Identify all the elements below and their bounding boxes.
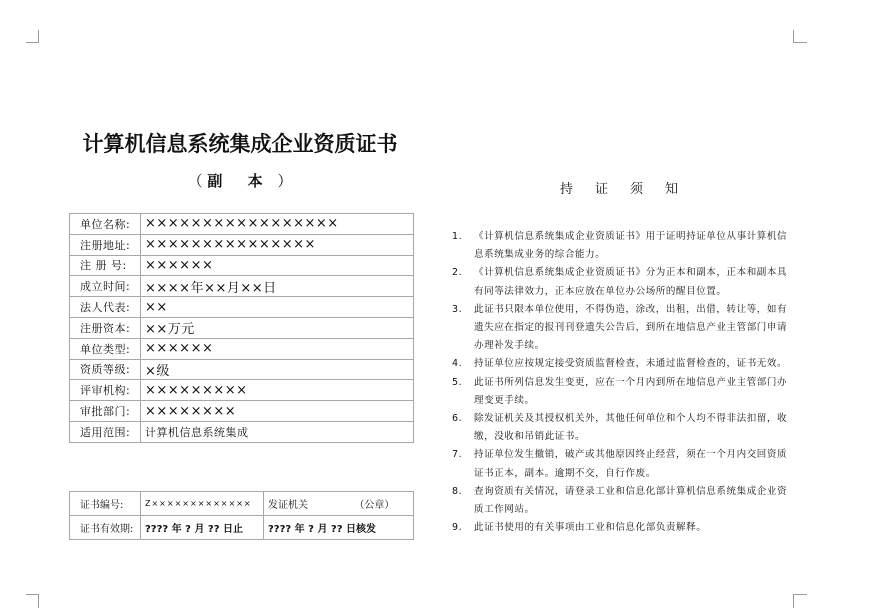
crop-mark-bottom-right bbox=[793, 594, 807, 608]
note-number: 2. bbox=[452, 267, 463, 279]
cert-number-row bbox=[70, 492, 414, 516]
cert-number-value: Z××××××××××××× bbox=[141, 492, 264, 516]
crop-mark-top-right bbox=[793, 30, 807, 43]
info-value: ×级 bbox=[141, 359, 414, 380]
note-text: 此证书所列信息发生变更，应在一个月内到所在地信息产业主管部门办理变更手续。 bbox=[474, 376, 788, 406]
info-label: 评审机构: bbox=[70, 380, 141, 401]
info-row bbox=[70, 401, 414, 422]
note-item bbox=[450, 374, 796, 410]
cert-validity-to: ???? 年 ? 月 ?? 日止 bbox=[141, 516, 264, 540]
crop-mark-top-left bbox=[26, 30, 39, 43]
info-row bbox=[70, 317, 414, 338]
note-item bbox=[450, 228, 796, 264]
info-value: ×× bbox=[141, 297, 414, 318]
info-label: 适用范围: bbox=[70, 421, 141, 442]
info-row bbox=[70, 214, 414, 235]
info-row bbox=[70, 421, 414, 442]
note-item bbox=[450, 483, 796, 519]
info-label: 单位名称: bbox=[70, 214, 141, 235]
info-row bbox=[70, 380, 414, 401]
info-label: 审批部门: bbox=[70, 401, 141, 422]
info-value: ××万元 bbox=[141, 317, 414, 338]
notes-title: 持证须知 bbox=[560, 182, 701, 197]
info-label: 单位类型: bbox=[70, 338, 141, 359]
info-value: ××××××××××××××× bbox=[141, 234, 414, 255]
info-value: ××××年××月××日 bbox=[141, 276, 414, 297]
note-number: 9. bbox=[452, 522, 463, 534]
info-value: ×××××××× bbox=[141, 401, 414, 422]
info-row bbox=[70, 234, 414, 255]
note-number: 4. bbox=[452, 358, 463, 370]
note-text: 除发证机关及其授权机关外，其他任何单位和个人均不得非法扣留，收缴，没收和吊销此证书。 bbox=[474, 413, 788, 443]
info-value: ×××××× bbox=[141, 255, 414, 276]
info-value: ××××××××× bbox=[141, 380, 414, 401]
note-text: 《计算机信息系统集成企业资质证书》分为正本和副本，正本和副本具有同等法律效力，正本应放在单位办公场所的醒目位置。 bbox=[474, 267, 788, 297]
note-item bbox=[450, 446, 796, 482]
certificate-details-table bbox=[69, 491, 414, 540]
info-value: ×××××× bbox=[141, 338, 414, 359]
note-number: 1. bbox=[452, 231, 463, 242]
note-text: 持证单位发生撤销，破产或其他原因终止经营，须在一个月内交回资质证书正本，副本。逾期不交，自行作废。 bbox=[474, 449, 788, 479]
note-item bbox=[450, 519, 796, 537]
note-text: 持证单位应按规定接受资质监督检查，未通过监督检查的，证书无效。 bbox=[474, 358, 788, 370]
info-label: 注 册 号: bbox=[70, 255, 141, 276]
company-info-table bbox=[69, 213, 414, 443]
info-label: 成立时间: bbox=[70, 276, 141, 297]
note-item bbox=[450, 355, 796, 373]
crop-mark-bottom-left bbox=[26, 594, 39, 608]
cert-number-label: 证书编号: bbox=[70, 492, 141, 516]
issuer-label: 发证机关 bbox=[268, 500, 308, 511]
info-value: 计算机信息系统集成 bbox=[141, 421, 414, 442]
subtitle-open-paren: （ bbox=[187, 172, 203, 190]
note-number: 6. bbox=[452, 413, 463, 425]
cert-validity-from: ???? 年 ? 月 ?? 日核发 bbox=[264, 516, 414, 540]
notes-list bbox=[450, 228, 796, 537]
note-text: 此证书只限本单位使用，不得伪造，涂改，出租，出借，转让等，如有遗失应在指定的报刊刊登遗失公告后，到所在地信息产业主管部门申请办理补发手续。 bbox=[474, 303, 788, 352]
info-label: 注册地址: bbox=[70, 234, 141, 255]
certificate-subtitle bbox=[60, 170, 420, 191]
note-text: 《计算机信息系统集成企业资质证书》用于证明持证单位从事计算机信息系统集成业务的综合能力。 bbox=[474, 231, 788, 261]
info-row bbox=[70, 255, 414, 276]
subtitle-close-paren: ） bbox=[277, 172, 293, 190]
info-row bbox=[70, 297, 414, 318]
subtitle-text: 副 本 bbox=[207, 172, 273, 190]
certificate-title: 计算机信息系统集成企业资质证书 bbox=[82, 132, 398, 156]
note-text: 查询资质有关情况，请登录工业和信息化部计算机信息系统集成企业资质工作网站。 bbox=[474, 485, 788, 516]
info-row bbox=[70, 338, 414, 359]
issuer-cell bbox=[264, 492, 414, 516]
note-item bbox=[450, 301, 796, 356]
info-label: 注册资本: bbox=[70, 317, 141, 338]
note-number: 5. bbox=[452, 376, 463, 388]
note-item bbox=[450, 264, 796, 300]
cert-validity-label: 证书有效期: bbox=[70, 516, 141, 540]
note-number: 7. bbox=[452, 449, 463, 461]
note-text: 此证书使用的有关事项由工业和信息化部负责解释。 bbox=[474, 522, 707, 534]
info-label: 资质等级: bbox=[70, 359, 141, 380]
info-label: 法人代表: bbox=[70, 297, 141, 318]
info-row bbox=[70, 359, 414, 380]
info-row bbox=[70, 276, 414, 297]
issuer-seal: （公章） bbox=[354, 500, 395, 511]
cert-validity-row bbox=[70, 516, 414, 540]
note-item bbox=[450, 410, 796, 446]
info-value: ××××××××××××××××× bbox=[141, 214, 414, 235]
note-number: 3. bbox=[452, 303, 463, 315]
note-number: 8. bbox=[452, 485, 463, 497]
